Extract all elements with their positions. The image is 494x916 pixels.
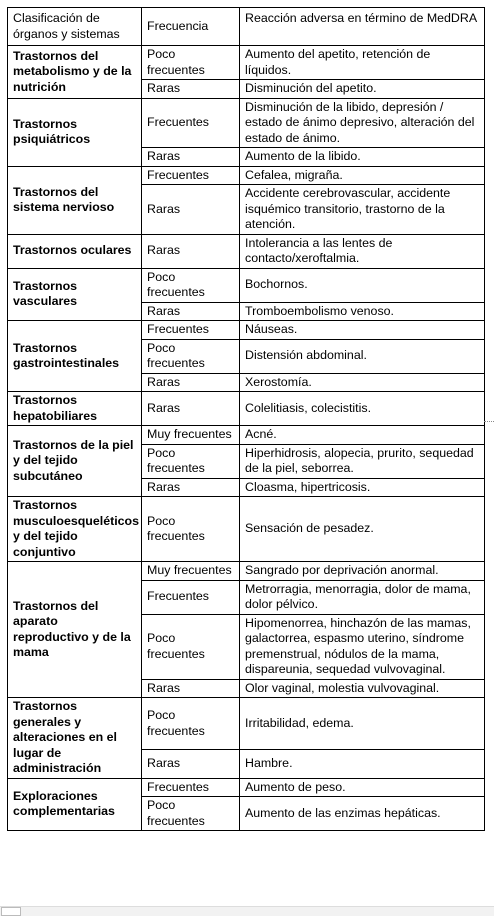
reaction-cell: Aumento de peso.: [240, 778, 485, 797]
reaction-cell: Metrorragia, menorragia, dolor de mama, dolor pélvico.: [240, 580, 485, 614]
header-reaction: Reacción adversa en término de MedDRA: [240, 8, 485, 46]
table-row: [8, 392, 485, 426]
header-frequency: Frecuencia: [142, 8, 240, 46]
reaction-cell: Olor vaginal, molestia vulvovaginal.: [240, 679, 485, 698]
reaction-cell: Cefalea, migraña.: [240, 166, 485, 185]
organ-system-cell: Trastornos hepatobiliares: [8, 392, 142, 426]
organ-system-cell: Trastornos oculares: [8, 234, 142, 268]
table-row: [8, 268, 485, 302]
frequency-cell: Raras: [142, 234, 240, 268]
reaction-cell: Bochornos.: [240, 268, 485, 302]
reaction-cell: Intolerancia a las lentes de contacto/xeroftalmia.: [240, 234, 485, 268]
reaction-cell: Aumento de la libido.: [240, 148, 485, 167]
margin-dotted-line: [484, 421, 494, 422]
reaction-cell: Tromboembolismo venoso.: [240, 302, 485, 321]
table-row: [8, 778, 485, 797]
adverse-reactions-table: [7, 7, 485, 831]
organ-system-cell: Trastornos generales y alteraciones en el lugar de administración: [8, 698, 142, 779]
frequency-cell: Raras: [142, 750, 240, 778]
reaction-cell: Sangrado por deprivación anormal.: [240, 562, 485, 581]
reaction-cell: Aumento del apetito, retención de líquidos.: [240, 46, 485, 80]
frequency-cell: Poco frecuentes: [142, 614, 240, 679]
frequency-cell: Raras: [142, 302, 240, 321]
reaction-cell: Hiperhidrosis, alopecia, prurito, sequedad de la piel, seborrea.: [240, 444, 485, 478]
organ-system-cell: Trastornos vasculares: [8, 268, 142, 321]
reaction-cell: Cloasma, hipertricosis.: [240, 478, 485, 497]
reaction-cell: Irritabilidad, edema.: [240, 698, 485, 750]
reaction-cell: Náuseas.: [240, 321, 485, 340]
frequency-cell: Raras: [142, 392, 240, 426]
table-row: [8, 98, 485, 148]
reaction-cell: Disminución de la libido, depresión / estado de ánimo depresivo, alteración del estado de ánimo.: [240, 98, 485, 148]
frequency-cell: Frecuentes: [142, 580, 240, 614]
reaction-cell: Hambre.: [240, 750, 485, 778]
reaction-cell: Disminución del apetito.: [240, 80, 485, 99]
frequency-cell: Raras: [142, 679, 240, 698]
table-header-row: [8, 8, 485, 46]
organ-system-cell: Trastornos del metabolismo y de la nutrición: [8, 46, 142, 99]
frequency-cell: Poco frecuentes: [142, 497, 240, 562]
frequency-cell: Raras: [142, 373, 240, 392]
reaction-cell: Distensión abdominal.: [240, 339, 485, 373]
reaction-cell: Sensación de pesadez.: [240, 497, 485, 562]
frequency-cell: Poco frecuentes: [142, 339, 240, 373]
frequency-cell: Frecuentes: [142, 166, 240, 185]
organ-system-cell: Trastornos del aparato reproductivo y de la mama: [8, 562, 142, 698]
organ-system-cell: Trastornos psiquiátricos: [8, 98, 142, 166]
table-row: [8, 426, 485, 445]
frequency-cell: Poco frecuentes: [142, 698, 240, 750]
table-row: [8, 46, 485, 80]
frequency-cell: Raras: [142, 185, 240, 235]
frequency-cell: Poco frecuentes: [142, 797, 240, 831]
organ-system-cell: Trastornos musculoesqueléticos y del tejido conjuntivo: [8, 497, 142, 562]
organ-system-cell: Trastornos de la piel y del tejido subcutáneo: [8, 426, 142, 497]
frequency-cell: Poco frecuentes: [142, 46, 240, 80]
reaction-cell: Acné.: [240, 426, 485, 445]
reaction-cell: Aumento de las enzimas hepáticas.: [240, 797, 485, 831]
reaction-cell: Hipomenorrea, hinchazón de las mamas, galactorrea, espasmo uterino, síndrome premenstrual, nódulos de la mama, dispareunia, sequedad vulvovaginal.: [240, 614, 485, 679]
header-organ-system: Clasificación de órganos y sistemas: [8, 8, 142, 46]
frequency-cell: Frecuentes: [142, 321, 240, 340]
organ-system-cell: Trastornos del sistema nervioso: [8, 166, 142, 234]
table-row: [8, 321, 485, 340]
organ-system-cell: Trastornos gastrointestinales: [8, 321, 142, 392]
frequency-cell: Frecuentes: [142, 778, 240, 797]
frequency-cell: Raras: [142, 478, 240, 497]
frequency-cell: Poco frecuentes: [142, 268, 240, 302]
frequency-cell: Raras: [142, 148, 240, 167]
frequency-cell: Frecuentes: [142, 98, 240, 148]
frequency-cell: Muy frecuentes: [142, 426, 240, 445]
table-row: [8, 698, 485, 750]
organ-system-cell: Exploraciones complementarias: [8, 778, 142, 831]
table-row: [8, 166, 485, 185]
table-row: [8, 497, 485, 562]
frequency-cell: Poco frecuentes: [142, 444, 240, 478]
table-row: [8, 562, 485, 581]
reaction-cell: Xerostomía.: [240, 373, 485, 392]
frequency-cell: Raras: [142, 80, 240, 99]
reaction-cell: Accidente cerebrovascular, accidente isquémico transitorio, trastorno de la atención.: [240, 185, 485, 235]
frequency-cell: Muy frecuentes: [142, 562, 240, 581]
reaction-cell: Colelitiasis, colecistitis.: [240, 392, 485, 426]
table-row: [8, 234, 485, 268]
